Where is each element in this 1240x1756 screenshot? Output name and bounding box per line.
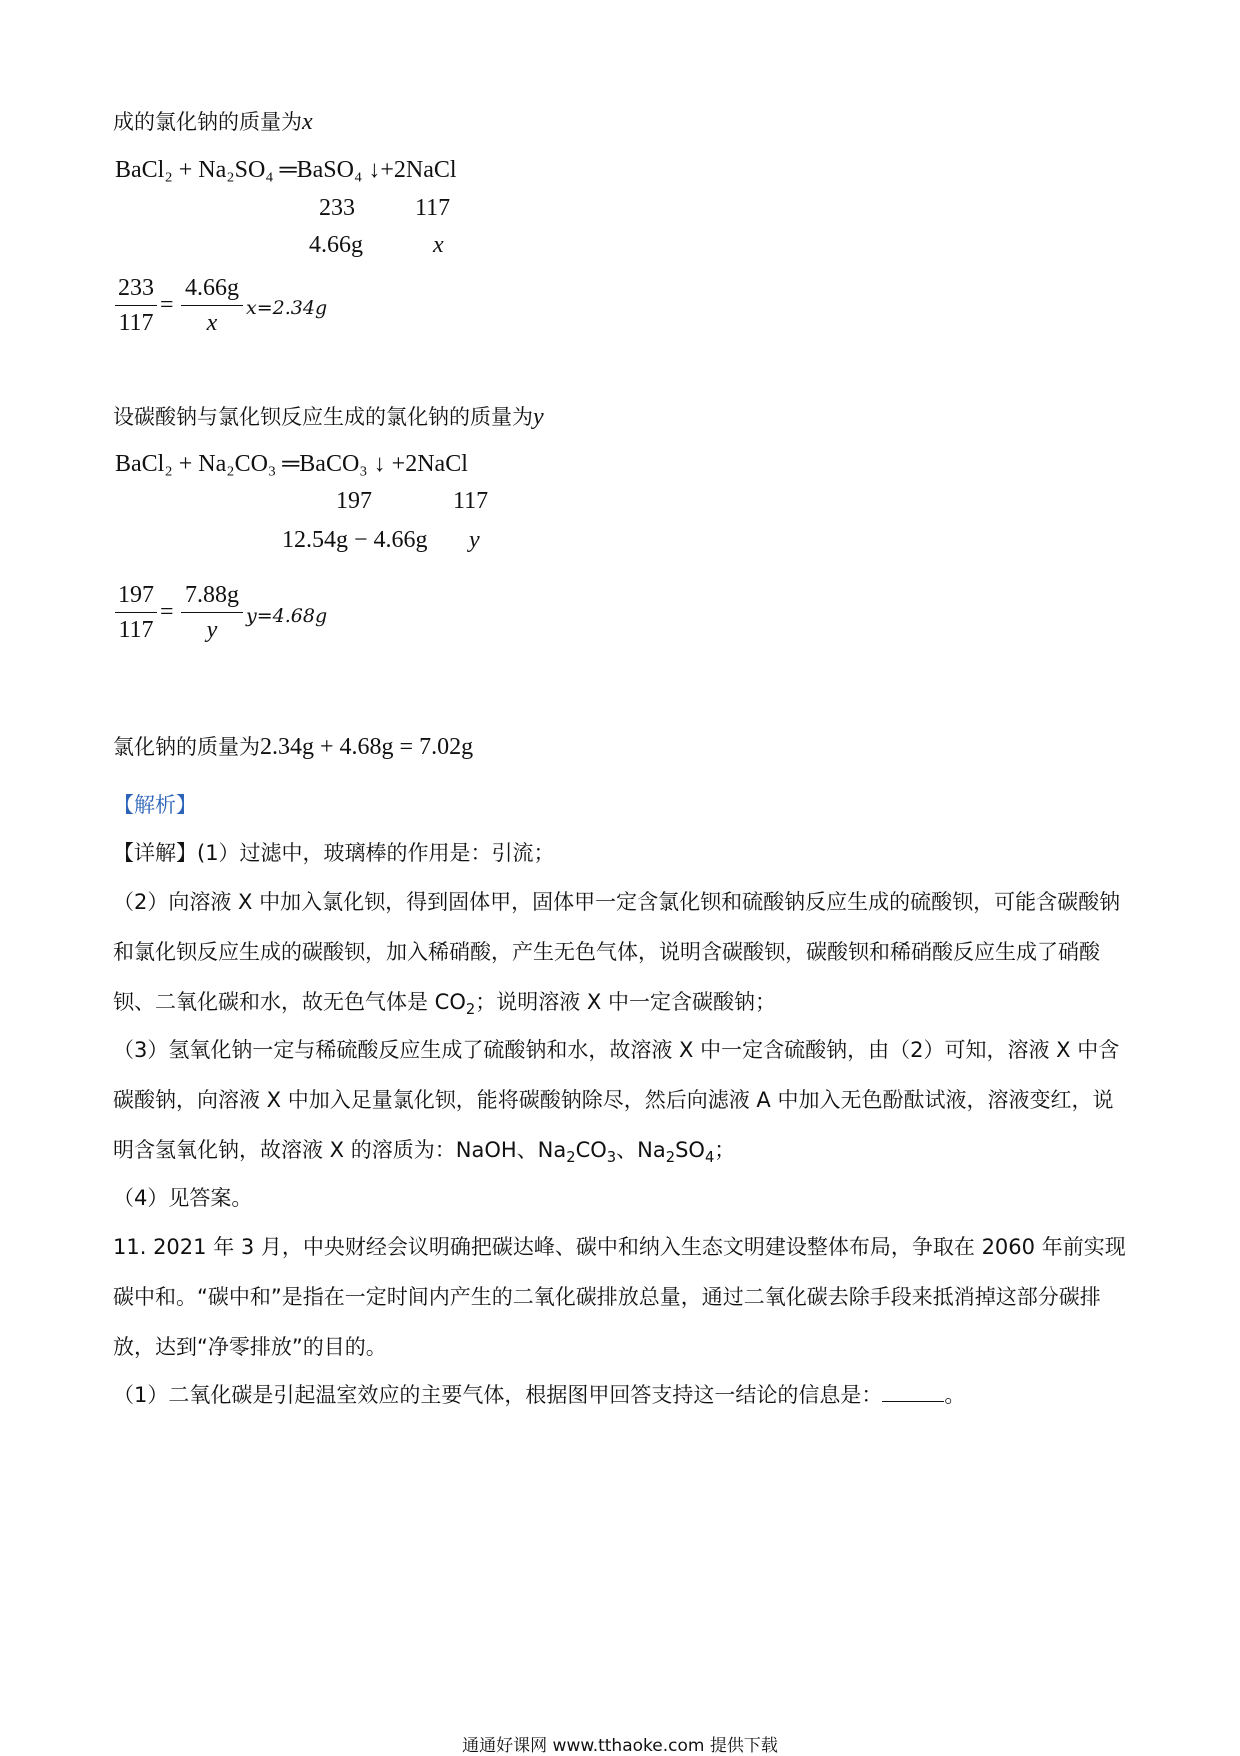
calc1-frac2-num: 4.66g — [185, 275, 239, 301]
calc2-given-right: y — [469, 527, 480, 553]
calc1-eq-sign: = — [160, 292, 174, 318]
calc1-mass-right: 117 — [415, 195, 451, 221]
calc2-intro — [113, 401, 544, 431]
calc2-equation: BaCl₂ + Na₂CO₃ ═BaCO₃ ↓ +2NaCl — [115, 451, 468, 477]
calc2-fraction-right — [181, 580, 243, 645]
details-p4: （4）见答案。 — [113, 1186, 253, 1210]
analysis-tag: 【解析】 — [113, 793, 197, 817]
details-p3-part1: （3）氢氧化钠一定与稀硫酸反应生成了硫酸钠和水，故溶液 X 中一定含硫酸钠，由（2）可知，溶液 X 中含碳酸钠，向溶液 X 中加入足量氯化钡，能将碳酸钠除尽，然后向滤液 A 中加入无色酚酞试液，溶液变红，说明含氢氧化钠，故溶液 X 的溶质为：NaOH、Na — [113, 1038, 1120, 1162]
calc1-equation: BaCl₂ + Na₂SO₄ ═BaSO₄ ↓+2NaCl — [115, 157, 457, 183]
fraction-bar — [181, 612, 243, 613]
details-p2-part2: ；说明溶液 X 中一定含碳酸钠； — [475, 990, 776, 1014]
details-p3-part2: CO — [575, 1138, 607, 1162]
details-p1: 【详解】(1）过滤中，玻璃棒的作用是：引流； — [113, 841, 555, 865]
calc2-frac2-den: y — [206, 617, 218, 643]
calc1-fraction-left — [115, 273, 157, 338]
details-p3-part3: 、Na — [616, 1138, 666, 1162]
question-11-sub1 — [113, 1370, 1133, 1420]
details-p2-part1: （2）向溶液 X 中加入氯化钡，得到固体甲，固体甲一定含氯化钡和硫酸钠反应生成的硫酸钡，可能含碳酸钠和氯化钡反应生成的碳酸钡，加入稀硝酸，产生无色气体，说明含碳酸钡，碳酸钡和稀硝酸反应生成了硝酸钡、二氧化碳和水，故无色气体是 CO — [113, 890, 1121, 1014]
calc1-given-left: 4.66g — [309, 232, 363, 258]
calc2-given-left: 12.54g − 4.66g — [282, 527, 428, 553]
calc2-result: y=4.68g — [246, 605, 328, 627]
question-11-sub1-text: （1）二氧化碳是引起温室效应的主要气体，根据图甲回答支持这一结论的信息是： — [113, 1383, 883, 1407]
question-11-text: 11. 2021 年 3 月，中央财经会议明确把碳达峰、碳中和纳入生态文明建设整体布局，争取在 2060 年前实现碳中和。“碳中和”是指在一定时间内产生的二氧化碳排放总量，通过二氧化碳去除手段来抵消掉这部分碳排放，达到“净零排放”的目的。 — [113, 1235, 1126, 1359]
calc1-frac1-num: 233 — [118, 275, 154, 301]
calc1-intro — [113, 106, 313, 136]
calc2-mass-right: 117 — [453, 488, 489, 514]
calc2-frac2-num: 7.88g — [185, 582, 239, 608]
question-11-sub1-end: 。 — [944, 1383, 966, 1407]
fraction-bar — [115, 612, 157, 613]
calc1-intro-var: x — [302, 109, 313, 135]
calc1-frac2-den: x — [206, 310, 218, 336]
total-label: 氯化钠的质量为 — [113, 735, 260, 759]
details-p3-part4: SO — [675, 1138, 705, 1162]
page-footer: 通通好课网 www.tthaoke.com 提供下载 — [462, 1736, 778, 1756]
calc1-frac1-den: 117 — [118, 310, 154, 336]
calc1-mass-left: 233 — [319, 195, 355, 221]
total-line — [113, 731, 473, 761]
calc2-intro-text: 设碳酸钠与氯化钡反应生成的氯化钠的质量为 — [113, 405, 533, 429]
calc2-intro-var: y — [533, 404, 544, 430]
details-p3-part5: ； — [714, 1138, 736, 1162]
fraction-bar — [115, 305, 157, 306]
details-p3: （3）氢氧化钠一定与稀硫酸反应生成了硫酸钠和水，故溶液 X 中一定含硫酸钠，由（2）可知，溶液 X 中含碳酸钠，向溶液 X 中加入足量氯化钡，能将碳酸钠除尽，然后向滤液 A 中加入无色酚酞试液，溶液变红，说明含氢氧化钠，故溶液 X 的溶质为：NaOH、$Na_2CO_3$、$Na_2SO_4$； — [113, 1038, 1120, 1167]
calc1-intro-text: 成的氯化钠的质量为 — [113, 110, 302, 134]
calc1-result: x=2.34g — [246, 297, 328, 319]
calc2-frac1-den: 117 — [118, 617, 154, 643]
calc2-frac1-num: 197 — [118, 582, 154, 608]
calc2-eq-sign: = — [160, 599, 174, 625]
answer-blank[interactable] — [882, 1383, 944, 1402]
details-p2: （2）向溶液 X 中加入氯化钡，得到固体甲，固体甲一定含氯化钡和硫酸钠反应生成的硫酸钡，可能含碳酸钠和氯化钡反应生成的碳酸钡，加入稀硝酸，产生无色气体，说明含碳酸钡，碳酸钡和稀硝酸反应生成了硝酸钡、二氧化碳和水，故无色气体是 $CO_2$；说明溶液 X 中一定含碳酸钠； — [113, 890, 1121, 1019]
calc1-given-right: x — [433, 232, 444, 258]
total-expression: 2.34g + 4.68g = 7.02g — [260, 734, 474, 760]
fraction-bar — [181, 305, 243, 306]
calc2-fraction-left — [115, 580, 157, 645]
calc2-mass-left: 197 — [336, 488, 372, 514]
calc1-fraction-right — [181, 273, 243, 338]
